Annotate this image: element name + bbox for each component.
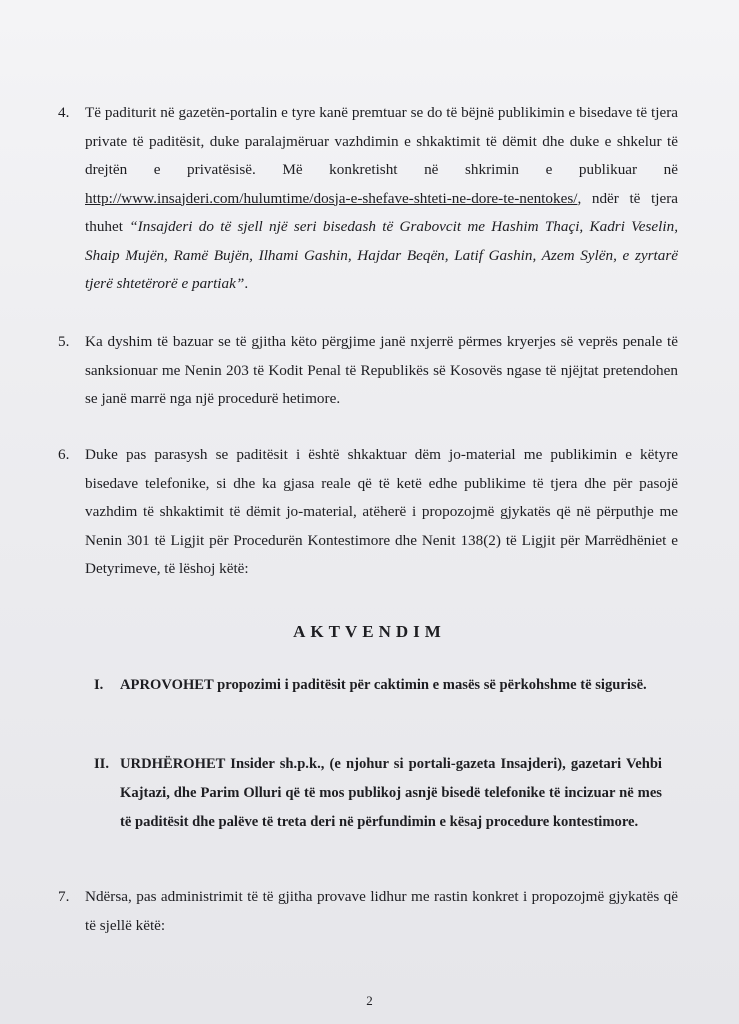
decision-number: I. bbox=[94, 677, 104, 693]
article-link[interactable]: http://www.insajderi.com/hulumtime/dosja-e-shefave-shteti-ne-dore-te-nentokes/ bbox=[85, 189, 578, 207]
decision-text: URDHËROHET Insider sh.p.k., (e njohur si portali-gazeta Insajderi), gazetari Vehbi Kajtazi, dhe Parim Olluri që të mos publikoj asnjë bisedë telefonike të incizuar në mes të paditësit dhe palëve të treta deri në përfundimin e kësaj procedure kontestimore. bbox=[120, 756, 662, 830]
paragraph-6 bbox=[58, 441, 678, 584]
decision-heading: AKTVENDIM bbox=[293, 622, 446, 641]
paragraph-number: 7. bbox=[58, 888, 70, 905]
paragraph-4: 4. Të paditurit në gazetën-portalin e tyre kanë premtuar se do të bëjnë publikimin e bisedave të tjera private të paditësit, duke paralajmëruar vazhdimin e shkaktimit të dëmit dhe duke e shkelur të drejtën e privatësisë. Më konkretisht në shkrimin e publikuar në http://www.insajderi.com/hulumtime/dosja-e-shefave-shteti-ne-dore-te-nentokes/, ndër të tjera thuhet “Insajderi do të sjell një seri bisedash të Grabovcit me Hashim Thaçi, Kadri Veselin, Shaip Mujën, Ramë Bujën, Ilhami Gashin, Hajdar Beqën, Latif Gashin, Azem Sylën, e zyrtarë tjerë shtetërorë e partiak”. bbox=[58, 99, 678, 299]
paragraph-text: , ndër të tjera thuhet bbox=[85, 189, 678, 235]
paragraph-text: Të paditurit në gazetën-portalin e tyre kanë premtuar se do të bëjnë publikimin e bisedave të tjera private të paditësit, duke paralajmëruar vazhdimin e shkaktimit të dëmit dhe duke e shkelur të drejtën e privatësisë. Më konkretisht në shkrimin e publikuar në bbox=[85, 104, 678, 178]
quoted-text: “Insajderi do të sjell një seri bisedash të Grabovcit me Hashim Thaçi, Kadri Veselin, Shaip Mujën, Ramë Bujën, Ilhami Gashin, Hajdar Beqën, Latif Gashin, Azem Sylën, e zyrtarë tjerë shtetërorë e partiak” bbox=[85, 218, 678, 292]
paragraph-7 bbox=[58, 883, 678, 940]
paragraph-number: 6. bbox=[58, 446, 70, 463]
decision-ii bbox=[94, 750, 662, 837]
paragraph-5 bbox=[58, 328, 678, 414]
decision-i bbox=[94, 671, 662, 700]
page-number: 2 bbox=[366, 993, 373, 1008]
paragraph-text: Duke pas parasysh se paditësit i është shkaktuar dëm jo-material me publikimin e këtyre bisedave telefonike, si dhe ka gjasa reale që të ketë edhe publikime të tjera dhe për pasojë vazhdim të shkaktimit të dëmit jo-material, atëherë i propozojmë gjykatës që në përputhje me Nenin 301 të Ligjit për Procedurën Kontestimore dhe Nenit 138(2) të Ligjit për Marrëdhëniet e Detyrimeve, të lëshoj këtë: bbox=[85, 446, 678, 577]
paragraph-number: 4. bbox=[58, 104, 70, 121]
paragraph-text: Ndërsa, pas administrimit të të gjitha provave lidhur me rastin konkret i propozojmë gjykatës që të sjellë këtë: bbox=[85, 888, 678, 934]
decision-number: II. bbox=[94, 756, 110, 772]
paragraph-number: 5. bbox=[58, 333, 70, 350]
decision-text: APROVOHET propozimi i paditësit për caktimin e masës së përkohshme të sigurisë. bbox=[120, 677, 647, 693]
paragraph-text: Ka dyshim të bazuar se të gjitha këto përgjime janë nxjerrë përmes kryerjes së veprës penale të sanksionuar me Nenin 203 të Kodit Penal të Republikës së Kosovës ngase të njëjtat pretendohen se janë marrë nga një procedurë hetimore. bbox=[85, 333, 678, 407]
